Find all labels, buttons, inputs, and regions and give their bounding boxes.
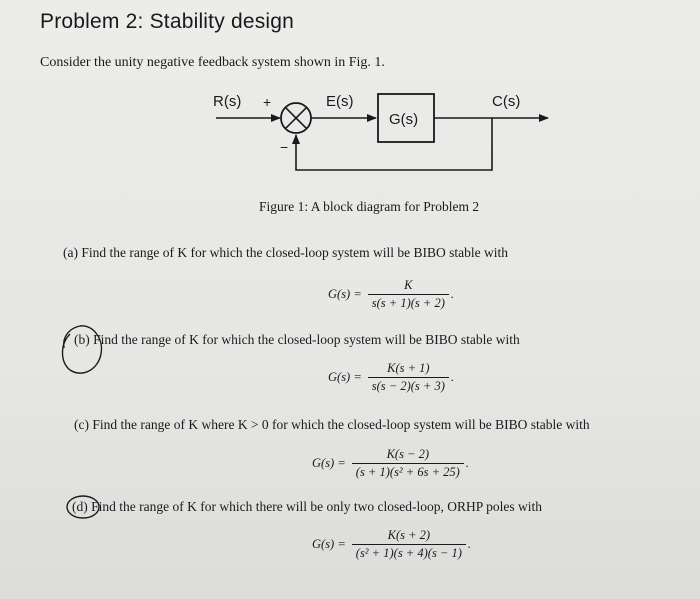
- minus-sign: −: [280, 139, 289, 155]
- transfer-function-fraction: [352, 528, 466, 561]
- denominator: (s² + 1)(s + 4)(s − 1): [352, 544, 466, 561]
- numerator: K(s + 1): [387, 361, 430, 375]
- output-label: C(s): [492, 93, 521, 110]
- part-b-equation: G(s) = $\frac{K(s + 1)}{s(s - 2)(s + 3)}$ .: [328, 361, 455, 393]
- part-a-equation: G(s) = $\frac{K}{s(s + 1)(s + 2)}$ .: [328, 278, 455, 310]
- numerator: K: [404, 278, 413, 292]
- problem-title: Problem 2: Stability design: [40, 10, 295, 33]
- error-label: E(s): [326, 93, 354, 110]
- numerator: K(s + 2): [387, 528, 431, 542]
- part-c-text: (c) Find the range of K where K > 0 for which the closed-loop system will be BIBO stable with: [74, 417, 590, 432]
- transfer-function-fraction: [368, 278, 449, 311]
- transfer-function-fraction: [352, 447, 464, 480]
- part-d-equation: G(s) = $\frac{K(s + 2)}{\text{(s² + 1)(s + 4)(s − 1)}}$ .: [312, 528, 472, 560]
- equation-lhs: G(s) =: [328, 287, 362, 301]
- denominator: (s + 1)(s² + 6s + 25): [352, 463, 464, 480]
- input-label: R(s): [213, 93, 242, 110]
- part-d-text: (d) Find the range of K for which there will be only two closed-loop, ORHP poles with: [72, 499, 543, 514]
- block-label: G(s): [389, 111, 419, 128]
- figure-caption: Figure 1: A block diagram for Problem 2: [259, 199, 480, 214]
- denominator: s(s + 1)(s + 2): [368, 294, 449, 311]
- part-a-text: (a) Find the range of K for which the closed-loop system will be BIBO stable with: [63, 245, 509, 260]
- equation-lhs: G(s) =: [328, 370, 362, 384]
- summing-junction-icon: [281, 103, 311, 133]
- denominator: s(s − 2)(s + 3): [368, 377, 449, 394]
- numerator: K(s − 2): [386, 447, 430, 461]
- equation-lhs: G(s) =: [312, 537, 346, 551]
- part-c-equation: G(s) = $\frac{K(s - 2)}{\text{(s + 1)(s² + 6s + 25)}}$ .: [312, 447, 469, 479]
- transfer-function-fraction: [368, 361, 449, 394]
- part-b-text: (b) Find the range of K for which the closed-loop system will be BIBO stable with: [74, 332, 520, 347]
- plus-sign: +: [263, 94, 272, 110]
- intro-text: Consider the unity negative feedback system shown in Fig. 1.: [40, 55, 385, 70]
- equation-lhs: G(s) =: [312, 456, 346, 470]
